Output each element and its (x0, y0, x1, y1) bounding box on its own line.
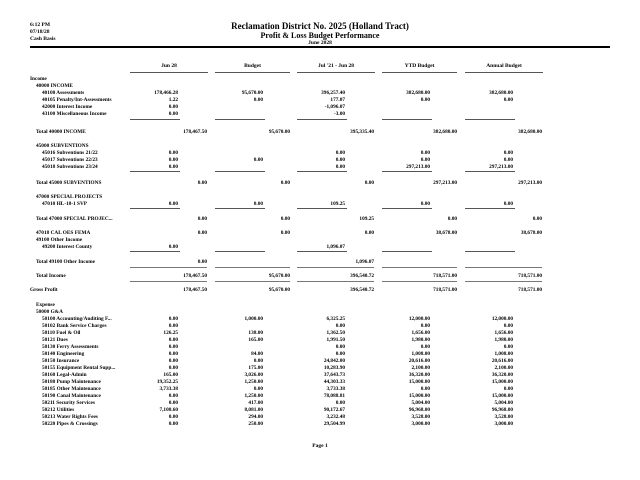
cell-value: 382,680.00 (489, 90, 513, 96)
cell-value: 718,571.00 (518, 287, 542, 293)
cell-value: 1,250.00 (244, 393, 263, 399)
table-row (0, 143, 640, 150)
row-label: 50213 Water Rights Fees (42, 414, 98, 420)
cell-value: 2,100.00 (494, 365, 513, 371)
subtotal-rule (215, 251, 265, 252)
cell-value: -3.00 (333, 111, 345, 117)
cell-value: 1,362.50 (326, 330, 345, 336)
table-row (0, 379, 640, 386)
row-label: 50121 Dues (42, 337, 68, 343)
cell-value: 126.25 (163, 330, 178, 336)
cell-value: 38,678.00 (435, 230, 457, 236)
cell-value: 0.00 (168, 104, 178, 110)
cell-value: 0.00 (168, 111, 178, 117)
cell-value: 29,504.99 (323, 421, 345, 427)
report-title-block (0, 21, 640, 47)
subtotal-rule (297, 208, 347, 209)
row-label: 49200 Interest County (42, 244, 93, 250)
cell-value: 395,335.40 (350, 129, 374, 135)
cell-value: 0.00 (503, 344, 513, 350)
cell-value: 109.25 (359, 216, 374, 222)
column-header: YTD Budget (404, 63, 435, 69)
cell-value: -1,096.07 (324, 104, 345, 110)
column-header-rule (465, 72, 543, 73)
row-label: Income (30, 76, 47, 82)
row-label: 42000 Interest Income (42, 104, 93, 110)
cell-value: 96,968.00 (491, 407, 513, 413)
total-row (0, 216, 640, 223)
subtotal-rule (130, 119, 180, 120)
total-row (0, 287, 640, 294)
row-label: 50150 Insurance (42, 358, 80, 364)
row-label: 50155 Equipment Rental Supp... (42, 365, 116, 371)
cell-value: 0.00 (280, 180, 290, 186)
report-basis: Cash Basis (30, 36, 56, 42)
cell-value: 0.00 (197, 230, 207, 236)
cell-value: 15,000.00 (491, 379, 513, 385)
organization-name: Reclamation District No. 2025 (Holland Tract) (231, 21, 409, 31)
cell-value: 0.00 (253, 201, 263, 207)
cell-value: 0.00 (335, 164, 345, 170)
subtotal-rule (465, 171, 515, 172)
cell-value: 0.00 (253, 358, 263, 364)
cell-value: 0.00 (503, 386, 513, 392)
cell-value: 718,571.00 (433, 287, 457, 293)
cell-value: 0.00 (197, 180, 207, 186)
cell-value: 0.00 (420, 386, 430, 392)
cell-value: 0.00 (503, 323, 513, 329)
cell-value: 0.00 (168, 316, 178, 322)
cell-value: 178,467.50 (183, 129, 207, 135)
row-label: Total 40000 INCOME (36, 129, 86, 135)
cell-value: 718,571.00 (433, 273, 457, 279)
total-row (0, 230, 640, 237)
cell-value: 250.00 (248, 421, 263, 427)
cell-value: 178,467.50 (183, 273, 207, 279)
cell-value: 0.00 (335, 344, 345, 350)
cell-value: 165.00 (248, 337, 263, 343)
total-rule (297, 267, 374, 268)
row-label: 40100 Assessments (42, 90, 85, 96)
table-row (0, 150, 640, 157)
total-rule (465, 267, 542, 268)
total-rule (297, 281, 374, 282)
row-label: Expense (36, 302, 55, 308)
subtotal-rule (215, 171, 265, 172)
cell-value: 78,088.81 (323, 393, 345, 399)
table-row (0, 337, 640, 344)
column-header: Jun 28 (161, 63, 177, 69)
column-header-rule (297, 72, 375, 73)
cell-value: 6,325.25 (326, 316, 345, 322)
cell-value: 15,000.00 (408, 393, 430, 399)
cell-value: 0.00 (168, 358, 178, 364)
cell-value: 0.00 (420, 323, 430, 329)
cell-value: 20,616.00 (491, 358, 513, 364)
cell-value: 0.00 (168, 201, 178, 207)
cell-value: 3,000.00 (411, 421, 430, 427)
row-label: 49100 Other Income (36, 237, 83, 243)
table-row (0, 194, 640, 201)
cell-value: 0.00 (168, 421, 178, 427)
cell-value: 0.00 (420, 150, 430, 156)
cell-value: 0.00 (335, 157, 345, 163)
row-label: Gross Profit (30, 287, 58, 293)
cell-value: 0.00 (420, 157, 430, 163)
cell-value: 1.22 (168, 97, 178, 103)
cell-value: 138.00 (248, 330, 263, 336)
cell-value: 12,000.00 (408, 316, 430, 322)
row-label: Total Income (36, 273, 66, 279)
row-label: 45016 Subventions 21/22 (42, 150, 98, 156)
cell-value: 0.00 (420, 97, 430, 103)
cell-value: 0.00 (168, 164, 178, 170)
table-row (0, 244, 640, 251)
row-label: 43100 Miscellaneous Income (42, 111, 107, 117)
row-label: 50185 Other Maintenance (42, 386, 101, 392)
cell-value: 0.00 (253, 97, 263, 103)
cell-value: 3,528.00 (494, 414, 513, 420)
cell-value: 1,980.00 (411, 337, 430, 343)
subtotal-rule (130, 251, 180, 252)
table-row (0, 76, 640, 83)
cell-value: 44,303.33 (323, 379, 345, 385)
table-row (0, 344, 640, 351)
cell-value: 0.00 (197, 216, 207, 222)
total-row (0, 180, 640, 187)
column-header-rule (215, 72, 290, 73)
table-row (0, 104, 640, 111)
subtotal-rule (465, 119, 515, 120)
row-label: 45017 Subventions 22/23 (42, 157, 98, 163)
subtotal-rule (215, 208, 265, 209)
cell-value: 0.00 (503, 201, 513, 207)
table-row (0, 323, 640, 330)
total-rule (130, 267, 207, 268)
cell-value: 0.00 (503, 150, 513, 156)
cell-value: 3,528.00 (411, 414, 430, 420)
subtotal-rule (382, 171, 432, 172)
row-label: 47010 HL-18-1 SVP (42, 201, 88, 207)
table-row (0, 400, 640, 407)
cell-value: 0.00 (168, 393, 178, 399)
cell-value: 0.00 (364, 230, 374, 236)
cell-value: 0.00 (168, 365, 178, 371)
cell-value: 5,004.00 (411, 400, 430, 406)
row-label: 45018 Subventions 23/24 (42, 164, 98, 170)
table-row (0, 386, 640, 393)
cell-value: 382,680.00 (433, 129, 457, 135)
cell-value: 90,172.67 (323, 407, 345, 413)
cell-value: 8,081.00 (244, 407, 263, 413)
cell-value: 0.00 (335, 323, 345, 329)
subtotal-rule (297, 119, 347, 120)
cell-value: 37,643.73 (323, 372, 345, 378)
cell-value: 0.00 (168, 337, 178, 343)
subtotal-rule (297, 171, 347, 172)
cell-value: 95,670.00 (268, 287, 290, 293)
cell-value: 0.00 (280, 216, 290, 222)
row-label: 50140 Engineering (42, 351, 85, 357)
cell-value: 15,000.00 (491, 393, 513, 399)
total-rule (215, 281, 290, 282)
cell-value: 96,968.00 (408, 407, 430, 413)
cell-value: 297,213.00 (489, 164, 513, 170)
row-label: 47000 SPECIAL PROJECTS (36, 194, 103, 200)
cell-value: 15,000.00 (408, 379, 430, 385)
table-row (0, 407, 640, 414)
cell-value: 3,733.38 (159, 386, 178, 392)
cell-value: 294.00 (248, 414, 263, 420)
subtotal-rule (382, 251, 432, 252)
column-header: Jul '21 - Jun 28 (317, 63, 355, 69)
cell-value: 396,257.40 (321, 90, 345, 96)
cell-value: 1,000.00 (244, 316, 263, 322)
row-label: Total 45000 SUBVENTIONS (36, 180, 102, 186)
cell-value: 175.00 (248, 365, 263, 371)
table-row (0, 351, 640, 358)
cell-value: 95,670.00 (268, 273, 290, 279)
cell-value: 1,991.50 (326, 337, 345, 343)
cell-value: 0.00 (447, 216, 457, 222)
cell-value: 7,108.60 (159, 407, 178, 413)
cell-value: 1,008.00 (494, 351, 513, 357)
cell-value: 1,008.00 (411, 351, 430, 357)
cell-value: 0.00 (253, 157, 263, 163)
cell-value: 297,213.00 (406, 164, 430, 170)
table-row (0, 201, 640, 208)
cell-value: 19,352.25 (156, 379, 178, 385)
cell-value: 0.00 (168, 400, 178, 406)
cell-value: 297,213.00 (433, 180, 457, 186)
column-header: Annual Budget (486, 63, 522, 69)
cell-value: 1,656.00 (494, 330, 513, 336)
cell-value: 0.00 (168, 150, 178, 156)
cell-value: 24,842.00 (323, 358, 345, 364)
cell-value: 0.00 (503, 157, 513, 163)
row-label: Total 49100 Other Income (36, 259, 95, 265)
cell-value: 177.07 (330, 97, 345, 103)
table-row (0, 237, 640, 244)
cell-value: 3,232.48 (326, 414, 345, 420)
cell-value: 382,680.00 (406, 90, 430, 96)
subtotal-rule (130, 208, 180, 209)
table-row (0, 302, 640, 309)
table-row (0, 316, 640, 323)
table-row (0, 358, 640, 365)
report-date: 07/18/28 (30, 29, 50, 35)
row-label: 40105 Penalty/Int-Assessments (42, 97, 112, 103)
cell-value: 0.00 (168, 323, 178, 329)
cell-value: 0.00 (168, 344, 178, 350)
column-header-rule (382, 72, 457, 73)
subtotal-rule (465, 208, 515, 209)
cell-value: 0.00 (503, 97, 513, 103)
cell-value: 3,026.00 (244, 372, 263, 378)
cell-value: 0.00 (420, 201, 430, 207)
total-rule (382, 267, 457, 268)
table-row (0, 90, 640, 97)
row-label: 47018 CAL OES FEMA (36, 230, 91, 236)
row-label: 50220 Pipes & Crossings (42, 421, 98, 427)
row-label: 40000 INCOME (36, 83, 73, 89)
subtotal-rule (382, 208, 432, 209)
page-number: Page 1 (312, 443, 328, 449)
cell-value: 178,466.28 (154, 90, 178, 96)
cell-value: 36,320.00 (408, 372, 430, 378)
total-rule (130, 281, 207, 282)
row-label: 50180 Pump Maintenance (42, 379, 101, 385)
header-rule (30, 46, 610, 48)
cell-value: 0.00 (364, 180, 374, 186)
subtotal-rule (465, 251, 515, 252)
cell-value: 1,096.07 (326, 244, 345, 250)
subtotal-rule (297, 251, 347, 252)
cell-value: 0.00 (532, 216, 542, 222)
cell-value: 417.00 (248, 400, 263, 406)
table-row (0, 372, 640, 379)
cell-value: 5,004.00 (494, 400, 513, 406)
cell-value: 0.00 (335, 400, 345, 406)
table-row (0, 157, 640, 164)
row-label: 50130 Ferry Assessments (42, 344, 99, 350)
row-label: 50212 Utilities (42, 407, 75, 413)
cell-value: 0.00 (335, 150, 345, 156)
cell-value: 12,000.00 (491, 316, 513, 322)
table-row (0, 365, 640, 372)
row-label: 50190 Canal Maintenance (42, 393, 101, 399)
cell-value: 84.00 (251, 351, 263, 357)
cell-value: 396,540.72 (350, 287, 374, 293)
table-row (0, 164, 640, 171)
row-label: 50110 Fuel & Oil (42, 330, 81, 336)
table-row (0, 393, 640, 400)
cell-value: 718,571.00 (518, 273, 542, 279)
table-row (0, 111, 640, 118)
column-header: Budget (244, 63, 261, 69)
cell-value: 95,670.00 (241, 90, 263, 96)
total-row (0, 273, 640, 280)
total-rule (382, 281, 457, 282)
cell-value: 297,213.00 (518, 180, 542, 186)
column-header-rule (130, 72, 208, 73)
total-rule (215, 267, 290, 268)
row-label: 50100 Accounting/Auditing F... (42, 316, 112, 322)
total-row (0, 259, 640, 266)
cell-value: 36,320.00 (491, 372, 513, 378)
cell-value: 1,980.00 (494, 337, 513, 343)
cell-value: 2,100.00 (411, 365, 430, 371)
cell-value: 382,680.00 (518, 129, 542, 135)
cell-value: 3,000.00 (494, 421, 513, 427)
cell-value: 0.00 (197, 259, 207, 265)
cell-value: 1,656.00 (411, 330, 430, 336)
cell-value: 3,733.38 (326, 386, 345, 392)
cell-value: 0.00 (168, 244, 178, 250)
table-row (0, 421, 640, 428)
cell-value: 0.00 (253, 386, 263, 392)
row-label: 50211 Security Services (42, 400, 95, 406)
row-label: 50000 G&A (36, 309, 63, 315)
cell-value: 1,096.07 (355, 259, 374, 265)
subtotal-rule (382, 119, 432, 120)
table-row (0, 97, 640, 104)
row-label: 50160 Legal-Admin (42, 372, 87, 378)
table-row (0, 414, 640, 421)
cell-value: 0.00 (168, 414, 178, 420)
row-label: 50102 Bank Service Charges (42, 323, 107, 329)
cell-value: 10,283.90 (323, 365, 345, 371)
cell-value: 165.00 (163, 372, 178, 378)
total-rule (465, 281, 542, 282)
total-row (0, 129, 640, 136)
table-row (0, 330, 640, 337)
cell-value: 38,678.00 (520, 230, 542, 236)
cell-value: 20,616.00 (408, 358, 430, 364)
cell-value: 0.00 (335, 351, 345, 357)
subtotal-rule (215, 119, 265, 120)
row-label: Total 47000 SPECIAL PROJEC... (36, 216, 113, 222)
cell-value: 0.00 (280, 230, 290, 236)
table-row (0, 309, 640, 316)
subtotal-rule (130, 171, 180, 172)
cell-value: 0.00 (420, 344, 430, 350)
table-row (0, 83, 640, 90)
cell-value: 109.25 (330, 201, 345, 207)
report-time: 6:12 PM (30, 22, 51, 28)
cell-value: 0.00 (168, 351, 178, 357)
cell-value: 396,540.72 (350, 273, 374, 279)
cell-value: 0.00 (168, 157, 178, 163)
row-label: 45000 SUBVENTIONS (36, 143, 89, 149)
cell-value: 178,467.50 (183, 287, 207, 293)
cell-value: 1,250.00 (244, 379, 263, 385)
report-period: June 2028 (308, 40, 332, 46)
report-title: Profit & Loss Budget Performance (260, 31, 380, 40)
cell-value: 95,670.00 (268, 129, 290, 135)
